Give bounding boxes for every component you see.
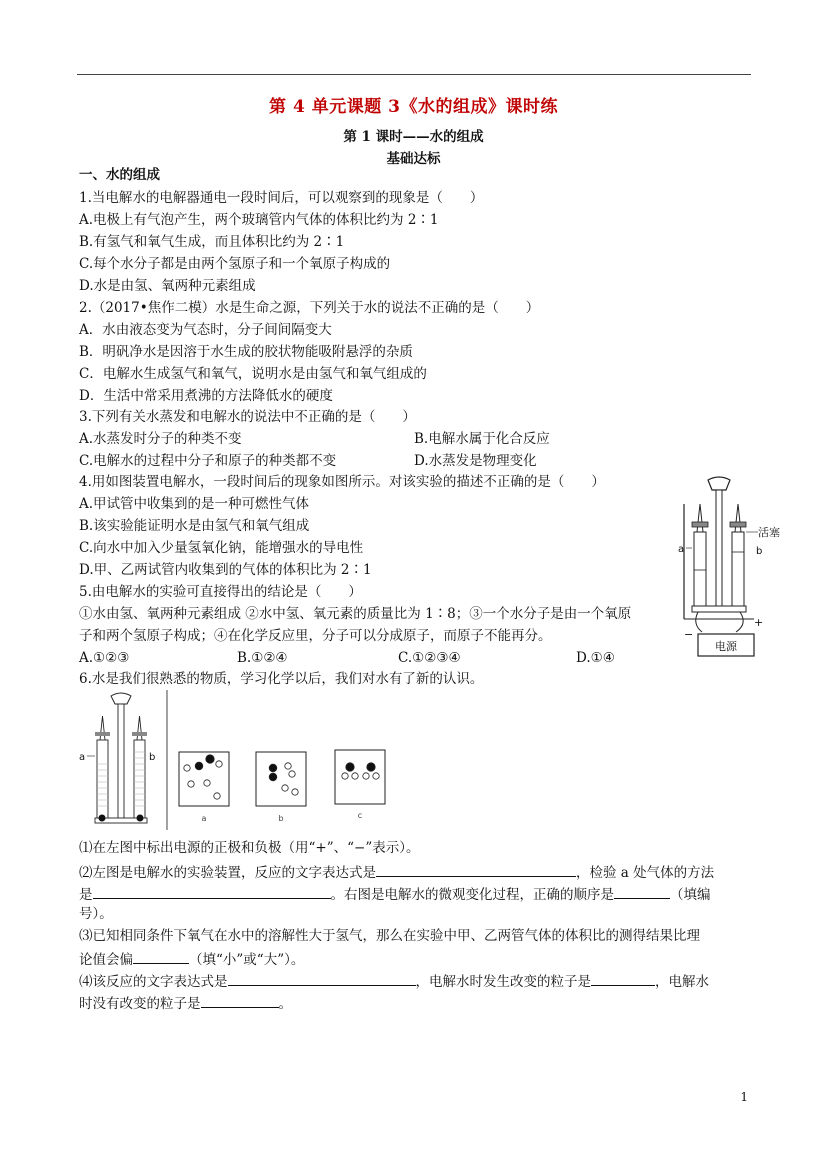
- q6-blank-small-large[interactable]: [133, 949, 189, 964]
- q6-part2-text-c: 是: [79, 887, 93, 903]
- q6-part2-line1: [79, 862, 714, 882]
- tube-b-label: b: [756, 546, 763, 557]
- tube-a-label: a: [678, 544, 685, 555]
- section-heading: 一、水的组成: [79, 167, 160, 183]
- q6-blank-test-method[interactable]: [93, 884, 331, 899]
- panel-a-label: a: [201, 814, 207, 823]
- q6-part2-line2: [79, 884, 711, 904]
- q5-option-b: B.①②④: [237, 650, 288, 666]
- q1-option-a: A.电极上有气泡产生，两个玻璃管内气体的体积比约为 2∶1: [79, 212, 439, 228]
- q2-option-d: D．生活中常采用煮沸的方法降低水的硬度: [79, 388, 333, 404]
- q2-option-a: A．水由液态变为气态时，分子间间隔变大: [79, 322, 332, 338]
- q5-option-a: A.①②③: [79, 650, 130, 666]
- q4-option-b: B.该实验能证明水是由氢气和氧气组成: [79, 518, 310, 534]
- q6-part4-line2: [79, 993, 292, 1013]
- q1-option-c: C.每个水分子都是由两个氢原子和一个氧原子构成的: [79, 256, 391, 272]
- page-number: 1: [740, 1090, 748, 1104]
- q6-part4-line1: [79, 971, 709, 991]
- q6-part4-text-d: 时没有改变的粒子是: [79, 996, 201, 1012]
- q6-part3-line1: ⑶已知相同条件下氧气在水中的溶解性大于氢气，那么在实验中甲、乙两管气体的体积比的测得结果比理: [79, 928, 700, 944]
- q6-part2-line3: 号）。: [79, 906, 113, 922]
- q1-stem: 1.当电解水的电解器通电一段时间后，可以观察到的现象是（ ）: [79, 190, 484, 206]
- q5-statements-line1: ①水由氢、氧两种元素组成 ②水中氢、氧元素的质量比为 1∶8；③一个水分子是由一个氧原: [79, 606, 632, 622]
- valve-label: 活塞: [758, 526, 780, 539]
- bottom-tube-a-label: a: [79, 752, 86, 763]
- q6-part4-text-e: 。: [278, 996, 292, 1012]
- q2-option-b: B．明矾净水是因溶于水生成的胶状物能吸附悬浮的杂质: [79, 344, 413, 360]
- q4-stem: 4.用如图装置电解水，一段时间后的现象如图所示。对该实验的描述不正确的是（ ）: [79, 474, 605, 490]
- power-source-label: 电源: [715, 640, 737, 653]
- q4-option-a: A.甲试管中收集到的是一种可燃性气体: [79, 496, 310, 512]
- q6-stem: 6.水是我们很熟悉的物质，学习化学以后，我们对水有了新的认识。: [79, 671, 484, 687]
- q6-part3-text-c: （填“小”或“大”）。: [189, 952, 305, 968]
- q6-part4-text-a: ⑷该反应的文字表达式是: [79, 974, 228, 990]
- q6-part4-text-c: ，电解水: [655, 974, 709, 990]
- bottom-tube-b-label: b: [149, 752, 156, 763]
- q6-part3-line2: [79, 949, 304, 969]
- q1-option-d: D.水是由氢、氧两种元素组成: [79, 278, 256, 294]
- negative-terminal-label: −: [684, 628, 694, 641]
- q5-statements-line2: 子和两个氢原子构成；④在化学反应里，分子可以分成原子，而原子不能再分。: [79, 628, 552, 644]
- q3-option-c: C.电解水的过程中分子和原子的种类都不变: [79, 453, 337, 469]
- header-rule: [77, 74, 751, 75]
- q6-blank-equation-1[interactable]: [376, 862, 576, 877]
- positive-terminal-label: +: [754, 616, 764, 629]
- q4-option-c: C.向水中加入少量氢氧化钠，能增强水的导电性: [79, 540, 364, 556]
- q6-part3-text-b: 论值会偏: [79, 952, 133, 968]
- electrolysis-apparatus-figure: [672, 474, 792, 666]
- q5-stem: 5.由电解水的实验可直接得出的结论是（ ）: [79, 584, 362, 600]
- q6-part4-text-b: ，电解水时发生改变的粒子是: [415, 974, 591, 990]
- electrolysis-microscopic-figure: [79, 690, 399, 840]
- level-title: 基础达标: [386, 151, 441, 167]
- q1-option-b: B.有氢气和氧气生成，而且体积比约为 2∶1: [79, 234, 345, 250]
- q6-blank-order[interactable]: [614, 884, 670, 899]
- q3-option-d: D.水蒸发是物理变化: [414, 453, 537, 469]
- q6-blank-equation-2[interactable]: [228, 971, 416, 986]
- q3-option-a: A.水蒸发时分子的种类不变: [79, 431, 242, 447]
- q3-stem: 3.下列有关水蒸发和电解水的说法中不正确的是（ ）: [79, 409, 416, 425]
- q2-option-c: C．电解水生成氢气和氧气，说明水是由氢气和氧气组成的: [79, 366, 427, 382]
- q6-part1: ⑴在左图中标出电源的正极和负极（用“+”、“−”表示）。: [79, 840, 420, 856]
- q5-option-d: D.①④: [576, 650, 615, 666]
- q6-blank-changed-particle[interactable]: [591, 971, 655, 986]
- q6-part2-text-d: 。右图是电解水的微观变化过程，正确的顺序是: [330, 887, 614, 903]
- page-title: 第 4 单元课题 3《水的组成》课时练: [269, 97, 558, 117]
- panel-c-label: c: [357, 811, 363, 820]
- q4-option-d: D.甲、乙两试管内收集到的气体的体积比为 2∶1: [79, 562, 372, 578]
- lesson-title: 第 1 课时——水的组成: [343, 129, 484, 145]
- q6-blank-unchanged-particle[interactable]: [201, 993, 279, 1008]
- panel-b-label: b: [278, 814, 284, 823]
- q5-option-c: C.①②③④: [398, 650, 461, 666]
- q6-part2-text-b: ，检验 a 处气体的方法: [576, 865, 715, 881]
- q6-part2-text-e: （填编: [670, 887, 711, 903]
- q6-part2-text-a: ⑵左图是电解水的实验装置，反应的文字表达式是: [79, 865, 376, 881]
- q2-stem: 2.（2017•焦作二模）水是生命之源，下列关于水的说法不正确的是（ ）: [79, 300, 540, 316]
- q3-option-b: B.电解水属于化合反应: [414, 431, 550, 447]
